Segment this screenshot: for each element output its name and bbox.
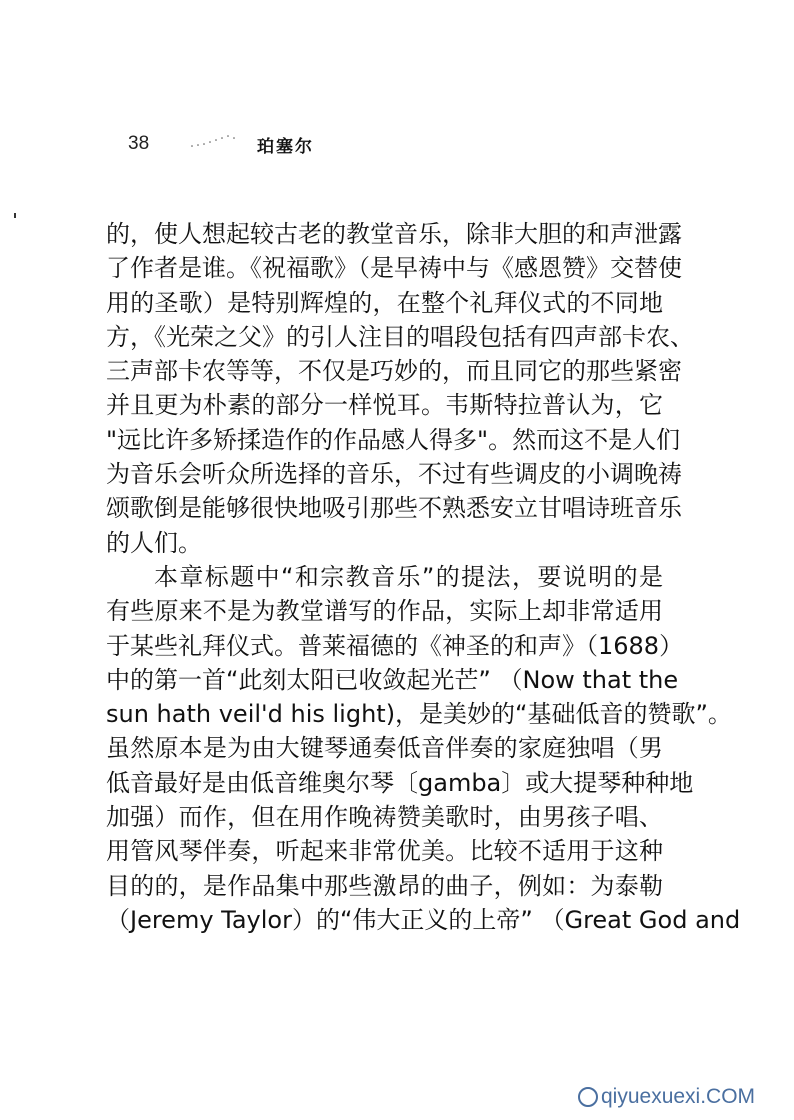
text-line: 加强）而作，但在用作晚祷赞美歌时，由男孩子唱、 — [106, 803, 663, 832]
text-line: （Jeremy Taylor）的“伟大正义的上帝” （Great God and — [106, 905, 741, 934]
paragraph-1 — [106, 217, 694, 560]
text-line: 本章标题中“和宗教音乐”的提法，要说明的是 — [154, 562, 663, 591]
text-line: 用管风琴伴奏，听起来非常优美。比较不适用于这种 — [106, 837, 663, 866]
watermark-logo-icon — [578, 1087, 598, 1107]
paragraph-2 — [106, 560, 741, 937]
text-line: 的人们。 — [106, 528, 202, 557]
text-line: 颂歌倒是能够很快地吸引那些不熟悉安立甘唱诗班音乐 — [106, 494, 682, 523]
text-line: 方，《光荣之父》的引人注目的唱段包括有四声部卡农、 — [106, 322, 694, 351]
text-line: "远比许多矫揉造作的作品感人得多"。然而这不是人们 — [106, 425, 681, 454]
text-line: 目的的，是作品集中那些激昂的曲子，例如：为泰勒 — [106, 871, 663, 900]
running-title: 珀塞尔 — [257, 137, 314, 157]
text-line: 为音乐会听众所选择的音乐，不过有些调皮的小调晚祷 — [106, 460, 682, 489]
page-number: 38 — [128, 133, 150, 154]
body-text — [106, 217, 741, 937]
watermark — [578, 1085, 755, 1109]
text-line: 用的圣歌）是特别辉煌的，在整个礼拜仪式的不同地 — [106, 288, 663, 317]
text-line: 有些原来不是为教堂谱写的作品，实际上却非常适用 — [106, 597, 663, 626]
text-line: 低音最好是由低音维奥尔琴〔gamba〕或大提琴种种地 — [106, 768, 694, 797]
text-line: 于某些礼拜仪式。普莱福德的《神圣的和声》（1688） — [106, 631, 684, 660]
text-line: 的，使人想起较古老的教堂音乐，除非大胆的和声泄露 — [106, 220, 682, 248]
text-line: sun hath veil'd his light)，是美妙的“基础低音的赞歌”。 — [106, 700, 732, 729]
text-line: 三声部卡农等等，不仅是巧妙的，而且同它的那些紧密 — [106, 357, 682, 386]
text-line: 并且更为朴素的部分一样悦耳。韦斯特拉普认为，它 — [106, 391, 663, 420]
text-line: 中的第一首“此刻太阳已收敛起光芒” （Now that the — [106, 665, 679, 694]
header-ornament-icon — [190, 133, 236, 149]
watermark-text: qiyuexuexi.COM — [601, 1085, 756, 1108]
text-line: 虽然原本是为由大键琴通奏低音伴奏的家庭独唱（男 — [106, 734, 663, 763]
text-line: 了作者是谁。《祝福歌》（是早祷中与《感恩赞》交替使 — [106, 254, 682, 283]
margin-mark — [14, 213, 16, 218]
